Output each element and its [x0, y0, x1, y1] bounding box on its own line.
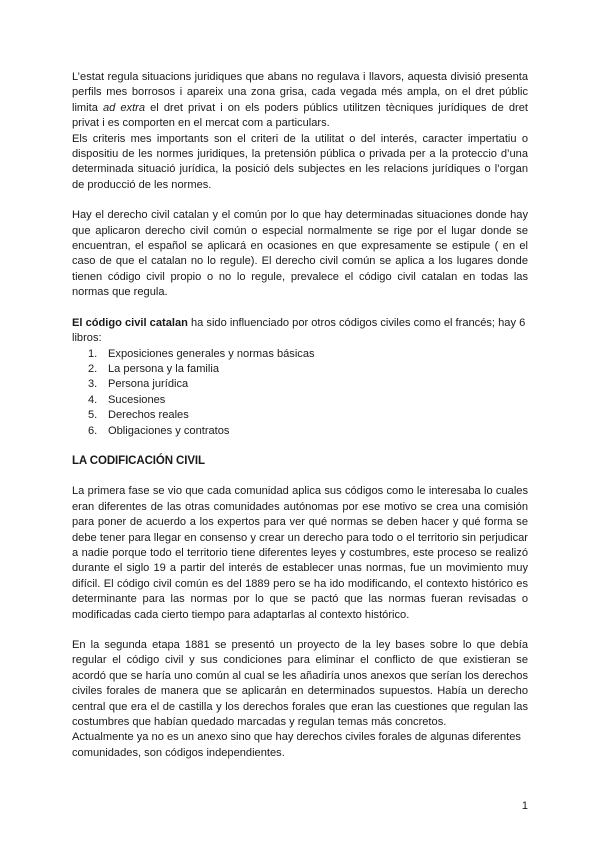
list-number: 1.: [88, 347, 98, 360]
paragraph-civil-law: Hay el derecho civil catalan y el común por lo que hay determinadas situaciones donde hay que aplicaron derecho civil común o especial normalmente se rige por el lugar donde se encuentran, el español se aplicará en ocasiones en que expresamente se estipule ( en el caso de que el catalan no lo regule). El derecho civil común se aplica a los lugares donde tienen código civil propio o no lo regule, prevalece el código civil catalan en todas las normas que regula.: [72, 209, 528, 299]
list-item: [72, 424, 528, 439]
list-number: 2.: [88, 362, 98, 375]
section-heading: LA CODIFICACIÓN CIVIL: [72, 454, 205, 467]
bold-term: El código civil catalan: [72, 316, 188, 329]
list-item-label: Obligaciones y contratos: [108, 424, 230, 437]
list-item: [72, 408, 528, 423]
list-item-label: Sucesiones: [108, 393, 166, 406]
paragraph-text: ha sido influenciado por otros códigos civiles como el francés;: [191, 316, 496, 329]
list-number: 4.: [88, 393, 98, 406]
paragraph-text-end: hay 6 libros:: [72, 316, 526, 345]
list-item: [72, 347, 528, 362]
list-number: 5.: [88, 409, 98, 422]
list-item-label: Persona jurídica: [108, 378, 189, 391]
list-item: [72, 377, 528, 392]
paragraph-current: Actualmente ya no es un anexo sino que hay derechos civiles forales de algunas diferentes comunidades, son códigos independientes.: [72, 731, 521, 759]
list-item-label: Derechos reales: [108, 409, 189, 422]
list-item: [72, 362, 528, 377]
paragraph-text-end: el dret privat i on els poders públics utilitzen tècniques jurídiques de dret privat i es comporten en el mercat com a particulars.: [72, 101, 528, 130]
page-number: 1: [521, 800, 528, 812]
italic-term: ad extra: [102, 101, 146, 114]
paragraph-text: L’estat regula situacions juridiques que abans no regulava i llavors, aquesta divisió presenta perfils mes borrosos i apareix una zona grisa, cada vegada més ampla, on el dret públic limita: [72, 71, 528, 114]
list-item: [72, 393, 528, 408]
paragraph-catalan-code: [72, 316, 528, 347]
list-item-label: La persona y la familia: [108, 362, 219, 375]
list-item-label: Exposiciones generales y normas básicas: [108, 347, 315, 360]
paragraph-first-phase: La primera fase se vio que cada comunidad aplica sus códigos como le interesaba lo cuales eran diferentes de las otras comunidades autónomas por ese motivo se crea una comisión para poner de acuerdo a los expertos para ver qué normas se deben hacer y qué forma se debe tener para llegar en consenso y crear un derecho para todo o el territorio sin perjudicar a nadie porque todo el territorio tiene diferentes leyes y costumbres, este proceso se realizó durante el siglo 19 a partir del interés de establecer unas normas, fue un movimiento muy difícil. El código civil común es del 1889 pero se ha ido modificando, el contexto histórico es determinante para las normas por lo que se pactó que las normas fueran revisadas o modificadas cada cierto tiempo para adaptarlas al contexto histórico.: [72, 485, 528, 621]
list-number: 6.: [88, 424, 98, 437]
paragraph-public-private-law: [72, 70, 528, 132]
document-page: [72, 70, 528, 761]
paragraph-second-stage: En la segunda etapa 1881 se presentó un proyecto de la ley bases sobre lo que debía regular el código civil y sus condiciones para eliminar el conflicto de que existieran se acordó que se haría uno común al cual se les añadiría unos anexos que serían los derechos civiles forales de manera que se aplicarán en determinados supuestos. Había un derecho central que era el de castilla y los derechos forales que eran las cuestiones que regulan las costumbres que habían quedado marcadas y regulan temas más concretos.: [72, 639, 528, 729]
paragraph-criteria: Els criteris mes importants son el criteri de la utilitat o del interés, caracter impertatiu o dispositiu de les normes juridiques, la pretensión pública o privada per a la proteccio d’una determinada situació jurídica, la posició dels subjectes en les relacions jurídiques o l’organ de producció de les normes.: [72, 132, 528, 191]
books-list: [72, 347, 528, 439]
list-number: 3.: [88, 378, 98, 391]
